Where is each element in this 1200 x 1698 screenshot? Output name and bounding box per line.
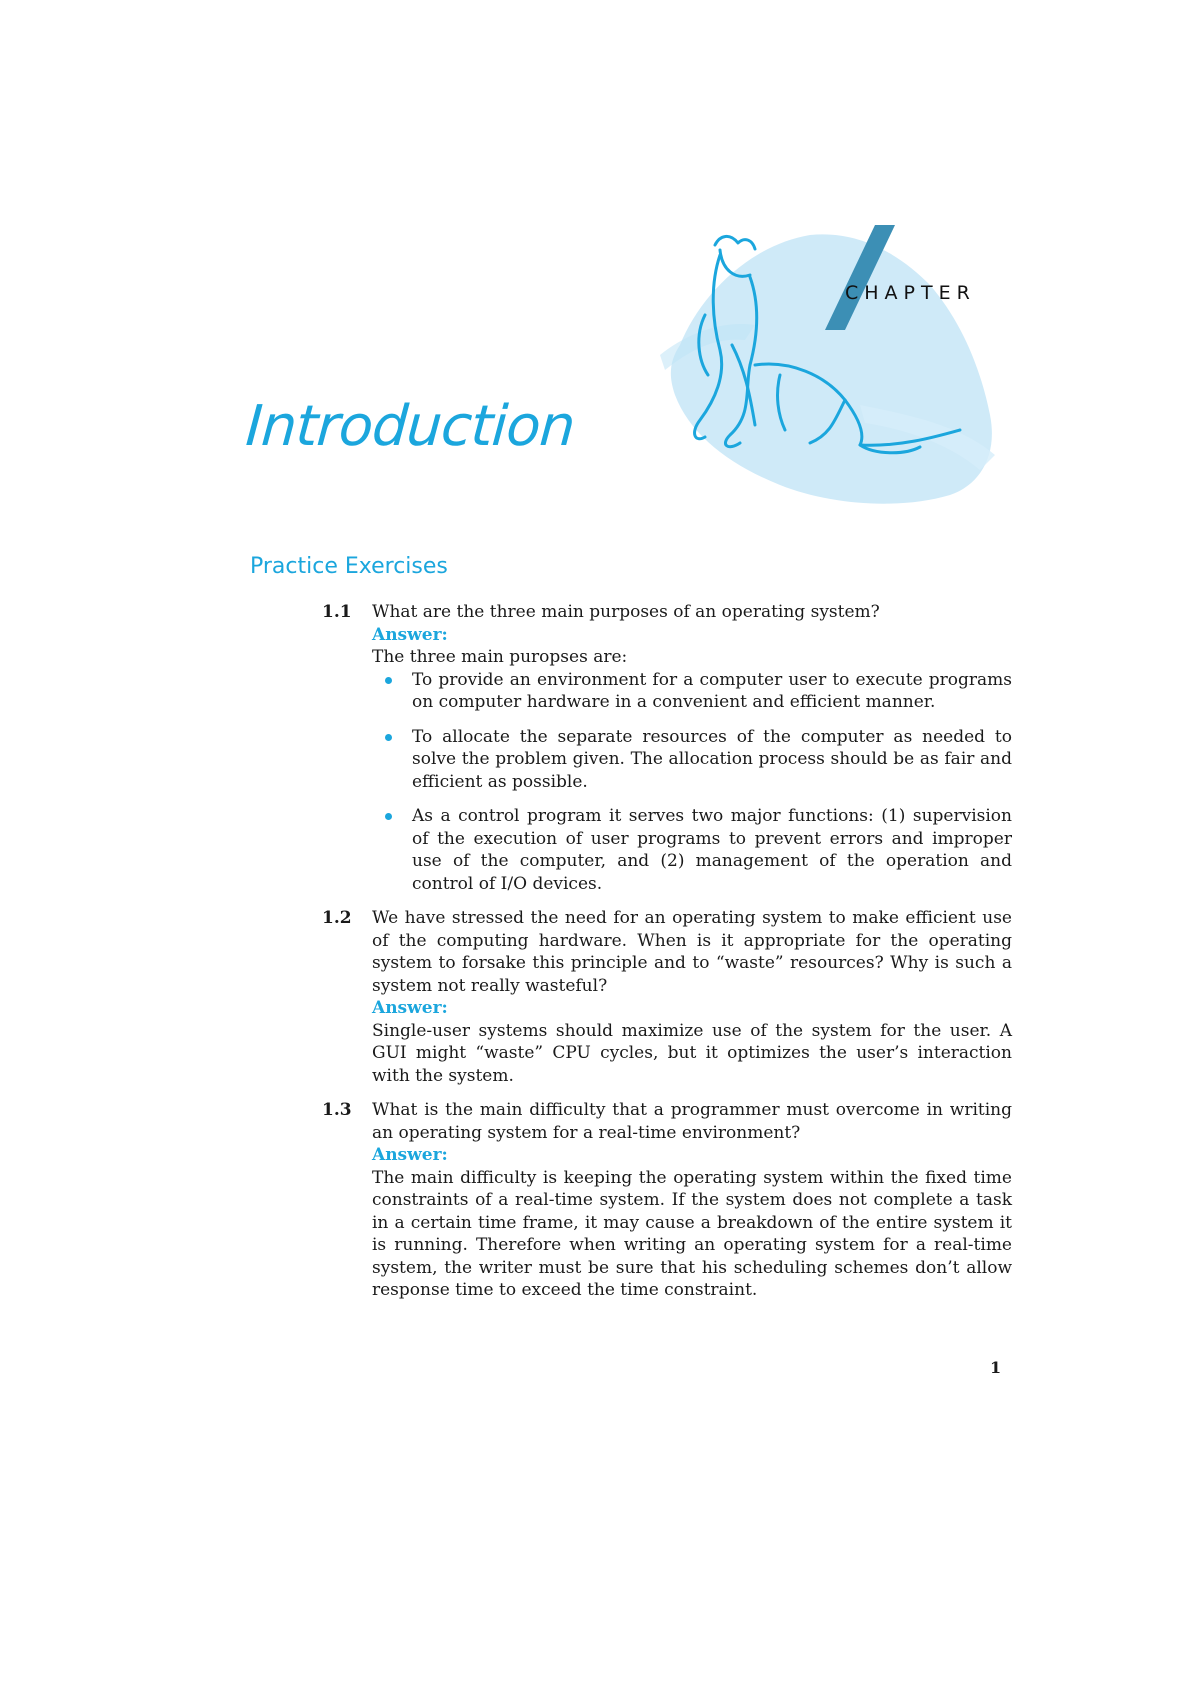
bullet-icon <box>385 813 392 820</box>
bullet-item <box>372 805 1012 895</box>
exercise-number: 1.1 <box>322 602 352 622</box>
exercise-list <box>322 601 1012 1314</box>
answer-text: The main difficulty is keeping the operating system within the fixed time constraints of a real-time system. If the system does not complete a task in a certain time frame, it may cause a breakdown of the entire system it is running. Therefore when writing an operating system for a real-time system, the writer must be sure that his scheduling schemes don’t allow response time to exceed the time constraint. <box>372 1167 1012 1300</box>
chapter-cat-illustration <box>660 225 1000 525</box>
section-heading: Practice Exercises <box>250 554 448 579</box>
exercise-item <box>322 907 1012 1087</box>
exercise-number: 1.2 <box>322 908 352 928</box>
answer-text: Single-user systems should maximize use of the system for the user. A GUI might “waste” CPU cycles, but it optimizes the user’s interaction with the system. <box>372 1020 1012 1086</box>
bullet-item <box>372 726 1012 794</box>
answer-bullet-list <box>372 669 1012 896</box>
chapter-title: Introduction <box>243 394 577 459</box>
exercise-item <box>322 601 1012 895</box>
exercise-number: 1.3 <box>322 1100 352 1120</box>
answer-label: Answer: <box>372 1145 448 1165</box>
bullet-text: To allocate the separate resources of the computer as needed to solve the problem given. The allocation process should be as fair and efficient as possible. <box>412 726 1012 792</box>
answer-intro: The three main puropses are: <box>372 647 628 667</box>
chapter-label: CHAPTER <box>845 282 976 304</box>
bullet-item <box>372 669 1012 714</box>
answer-label: Answer: <box>372 998 448 1018</box>
exercise-question: What are the three main purposes of an operating system? <box>372 602 880 622</box>
bullet-icon <box>385 734 392 741</box>
answer-label: Answer: <box>372 624 448 645</box>
bullet-icon <box>385 677 392 684</box>
exercise-question: We have stressed the need for an operating system to make efficient use of the computing hardware. When is it appropriate for the operating system to forsake this principle and to “waste” resources? Why is such a system not really wasteful? <box>372 908 1012 996</box>
exercise-question: What is the main difficulty that a programmer must overcome in writing an operating system for a real-time environment? <box>372 1100 1012 1143</box>
exercise-item <box>322 1099 1012 1302</box>
bullet-text: To provide an environment for a computer user to execute programs on computer hardware in a convenient and efficient manner. <box>412 669 1012 712</box>
page-number: 1 <box>990 1358 1002 1377</box>
bullet-text: As a control program it serves two major functions: (1) supervision of the execution of user programs to prevent errors and improper use of the computer, and (2) management of the operation and control of I/O devices. <box>412 806 1012 894</box>
